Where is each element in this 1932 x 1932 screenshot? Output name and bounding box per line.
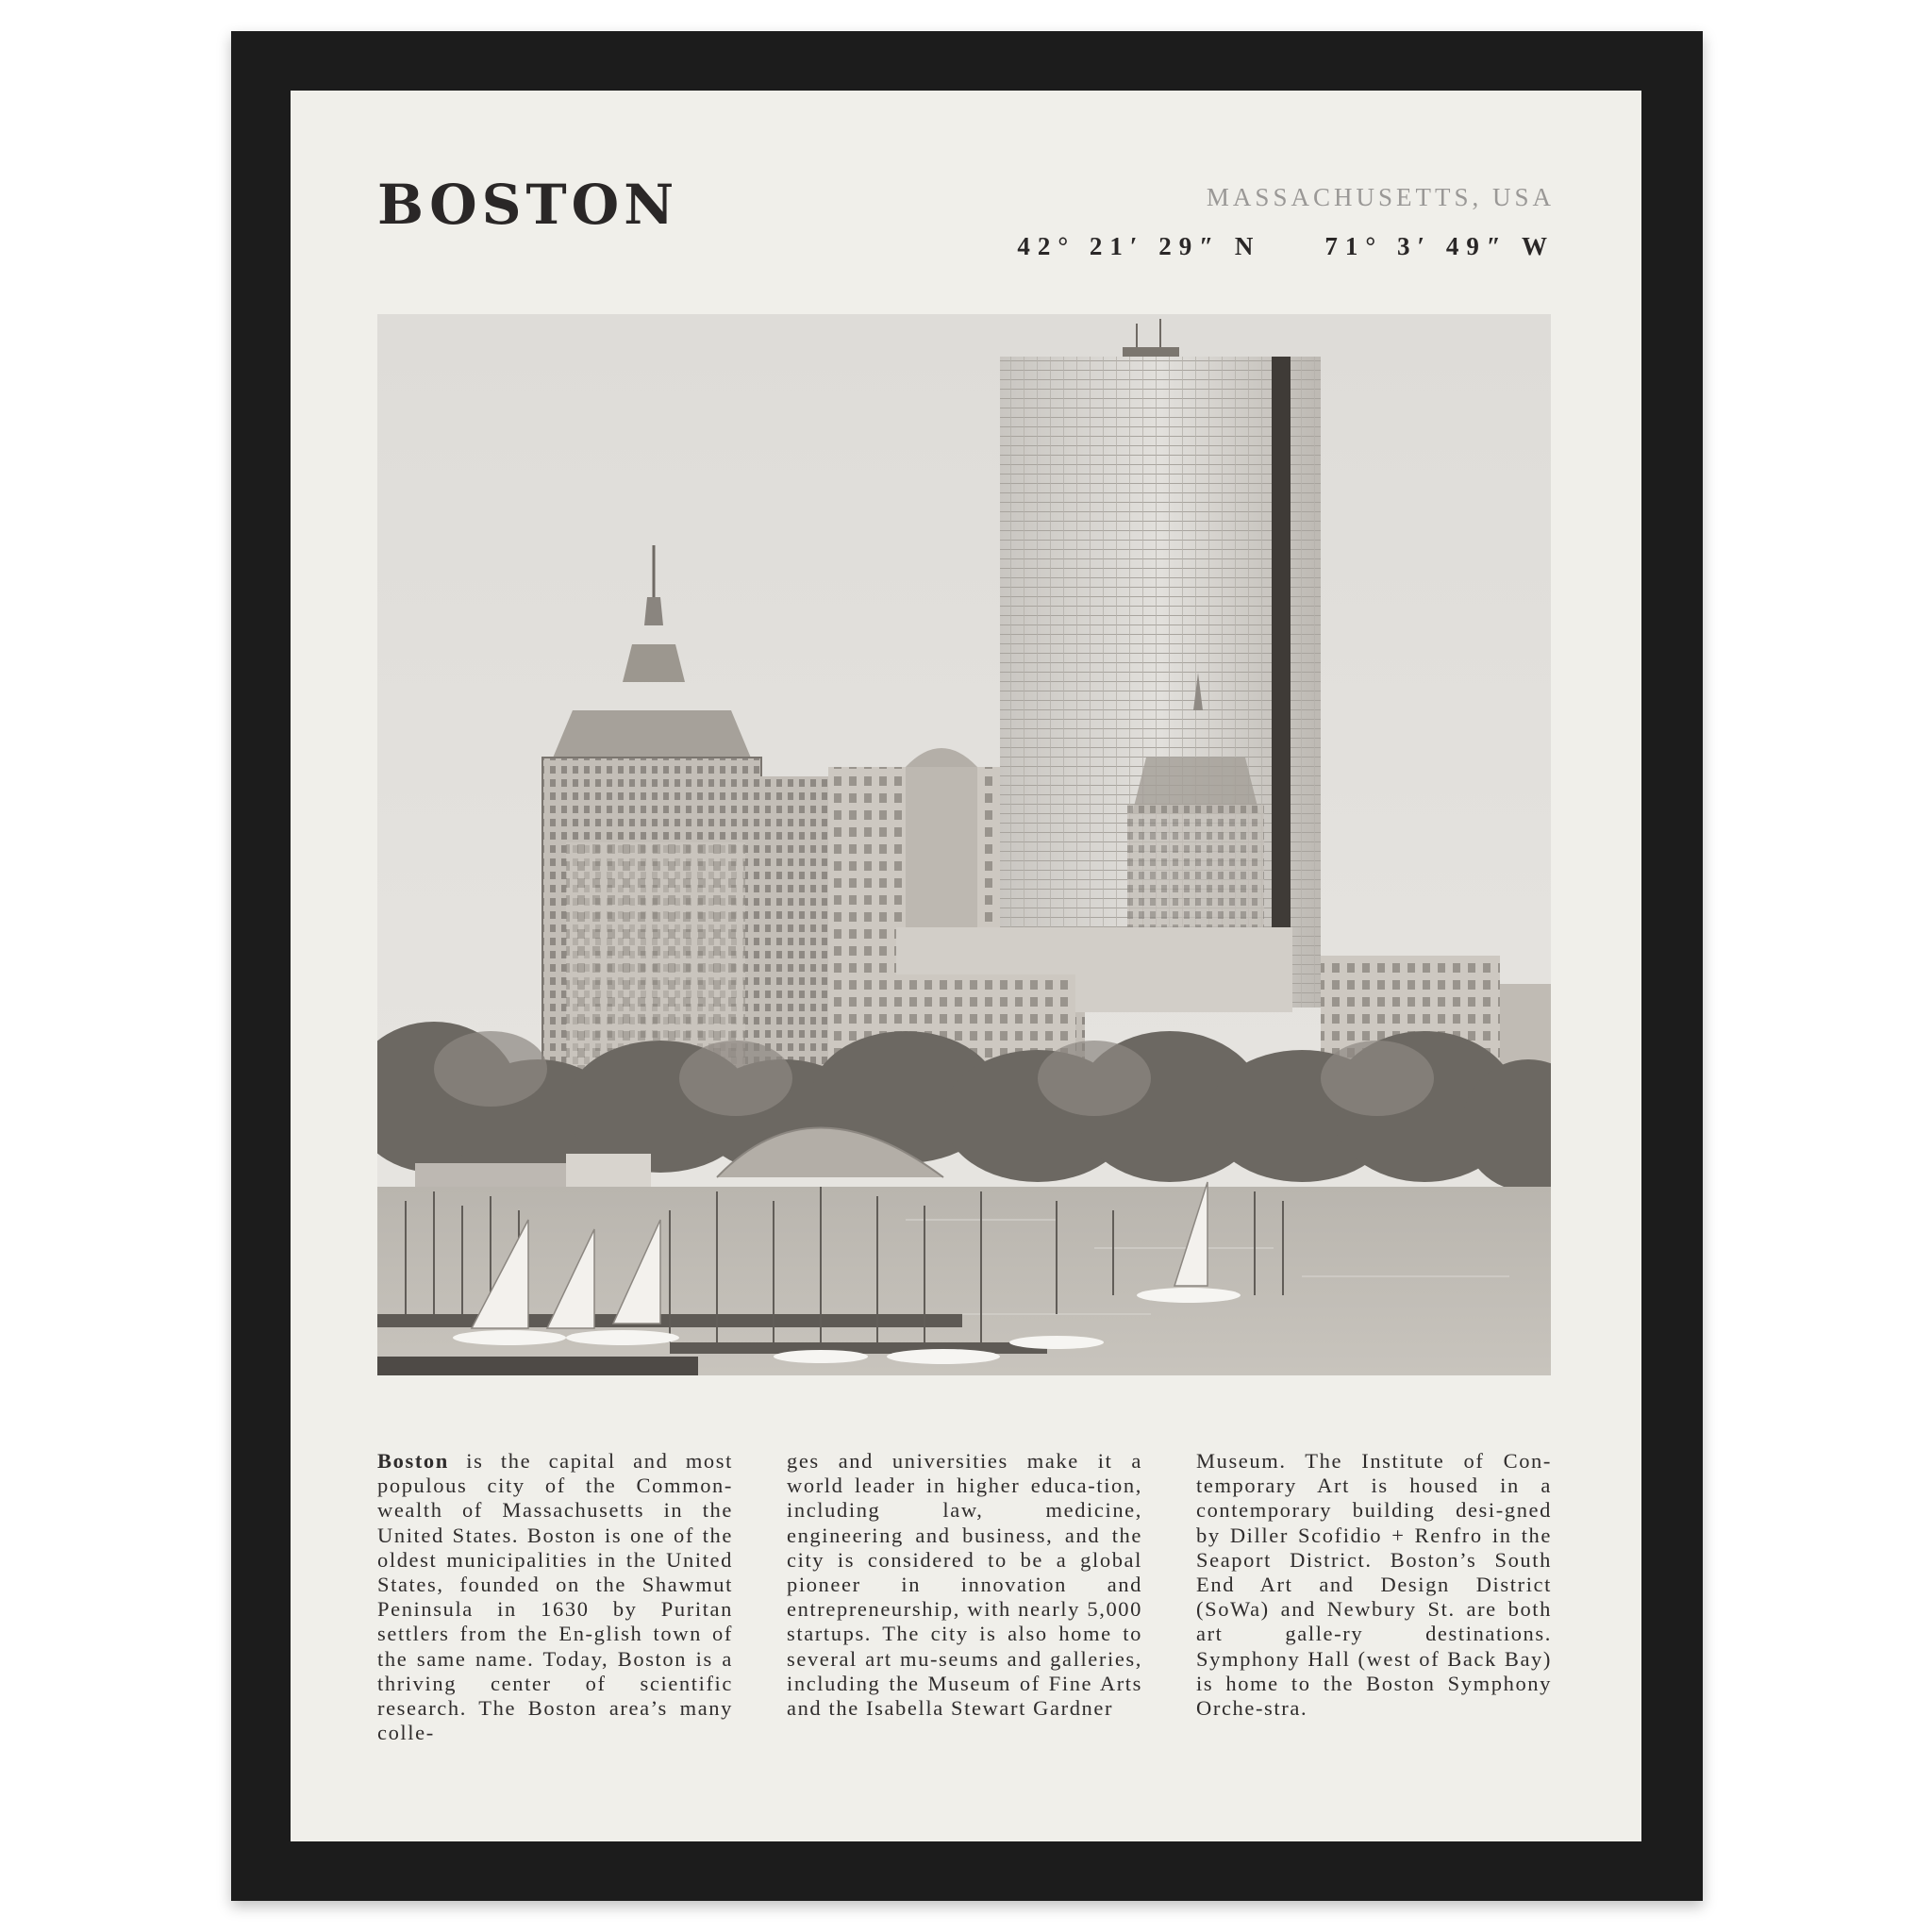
poster-coordinates bbox=[1017, 234, 1555, 259]
description-lead: Boston bbox=[377, 1449, 449, 1473]
latitude: 42° 21′ 29″ N bbox=[1017, 232, 1261, 260]
description-column-2: ges and universities make it a world leader in higher educa-tion, including law, medicine, engineering and business, and the city is considered to be a global pioneer in innovation and entrepreneurship, with nearly 5,000 startups. The city is also home to several art mu-seums and galleries, including the Museum of Fine Arts and the Isabella Stewart Gardner bbox=[787, 1449, 1142, 1721]
longitude: 71° 3′ 49″ W bbox=[1324, 232, 1555, 260]
poster-mat bbox=[291, 91, 1641, 1841]
description-column-1-text: is the capital and most populous city of the Common-wealth of Massachusetts in the United States. Boston is one of the oldest municipalities in the United States, founded on the Shawmut Peninsula in 1630 by Puritan settlers from the En-glish town of the same name. Today, Boston is a thriving center of scientific research. The Boston area’s many colle- bbox=[377, 1449, 733, 1745]
poster-region: MASSACHUSETTS, USA bbox=[1206, 183, 1555, 211]
skyline-illustration bbox=[377, 314, 1551, 1375]
glass-tower bbox=[1000, 319, 1321, 1008]
poster-title: BOSTON bbox=[377, 173, 679, 237]
description-column-1 bbox=[377, 1449, 733, 1745]
skyline-photo bbox=[377, 314, 1551, 1375]
description-column-3: Museum. The Institute of Con-temporary Art is housed in a contemporary building desi-gned by Diller Scofidio + Renfro in the Seaport District. Boston’s South End Art and Design District (SoWa) and Newbury St. are both art galle-ry destinations. Symphony Hall (west of Back Bay) is home to the Boston Symphony Orche-stra. bbox=[1196, 1449, 1552, 1721]
description bbox=[377, 1449, 1553, 1745]
